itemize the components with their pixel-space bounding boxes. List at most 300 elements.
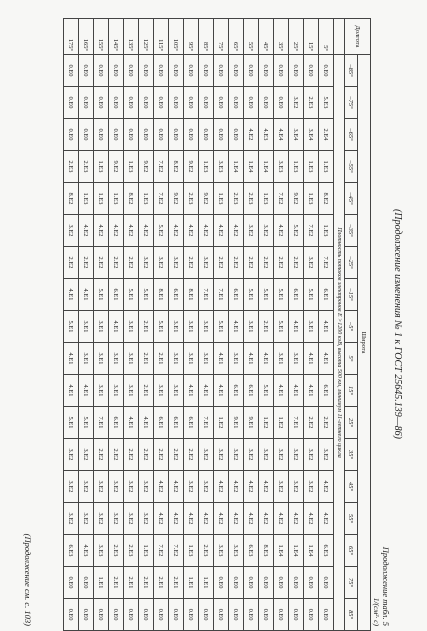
flux-value-cell: 4.E2 — [244, 503, 259, 535]
flux-value-cell: 3.E2 — [94, 471, 109, 503]
table-row — [184, 19, 199, 631]
flux-value-cell: 3.E2 — [184, 471, 199, 503]
flux-value-cell: 3.E2 — [109, 503, 124, 535]
flux-value-cell: 0.E0 — [229, 599, 244, 631]
latitude-column-header: 55° — [345, 503, 358, 535]
longitude-label: 75° — [214, 19, 229, 55]
flux-value-cell: 4.E2 — [319, 503, 334, 535]
flux-value-cell: 5.E1 — [274, 311, 289, 343]
flux-value-cell: 3.E2 — [289, 439, 304, 471]
flux-value-cell: 0.E0 — [259, 599, 274, 631]
flux-value-cell: 3.E2 — [154, 247, 169, 279]
flux-value-cell: 5.E1 — [259, 375, 274, 407]
longitude-label: 35° — [274, 19, 289, 55]
flux-value-cell: 3.E2 — [94, 503, 109, 535]
flux-value-cell: 2.E3 — [109, 535, 124, 567]
flux-value-cell: 1.E1 — [94, 567, 109, 599]
flux-value-cell: 4.E1 — [244, 343, 259, 375]
flux-value-cell: 2.E3 — [199, 535, 214, 567]
flux-value-cell: 0.E0 — [139, 55, 154, 87]
flux-value-cell: 1.E3 — [94, 183, 109, 215]
flux-value-cell: 2.E3 — [229, 183, 244, 215]
flux-value-cell: 0.E0 — [304, 55, 319, 87]
flux-value-cell: 0.E0 — [229, 55, 244, 87]
flux-value-cell: 4.E2 — [319, 471, 334, 503]
latitude-column-header: 5° — [345, 343, 358, 375]
flux-value-cell: 0.E0 — [229, 87, 244, 119]
flux-value-cell: 0.E0 — [64, 119, 79, 151]
flux-value-cell: 0.E0 — [319, 599, 334, 631]
flux-value-cell: 4.E1 — [199, 375, 214, 407]
flux-value-cell: 3.E2 — [304, 439, 319, 471]
longitude-label: 65° — [229, 19, 244, 55]
flux-value-cell: 3.E2 — [139, 247, 154, 279]
flux-value-cell: 4.E2 — [274, 215, 289, 247]
flux-value-cell: 3.E2 — [319, 439, 334, 471]
flux-value-cell: 3.E3 — [94, 535, 109, 567]
flux-value-cell: 0.E0 — [229, 567, 244, 599]
flux-value-cell: 3.E1 — [229, 343, 244, 375]
flux-value-cell: 6.E1 — [184, 407, 199, 439]
flux-value-cell: 9.E1 — [229, 407, 244, 439]
flux-value-cell: 2.E2 — [214, 247, 229, 279]
flux-value-cell: 4.E2 — [259, 503, 274, 535]
latitude-header-row — [345, 19, 358, 631]
flux-value-cell: 0.E0 — [79, 599, 94, 631]
flux-value-cell: 7.E2 — [274, 183, 289, 215]
flux-value-cell: 2.E1 — [139, 567, 154, 599]
flux-value-cell: 0.E0 — [79, 87, 94, 119]
flux-value-cell: 7.E2 — [304, 215, 319, 247]
flux-value-cell: 3.E2 — [64, 471, 79, 503]
flux-value-cell: 3.E2 — [64, 215, 79, 247]
flux-value-cell: 7.E2 — [154, 151, 169, 183]
longitude-label: 85° — [199, 19, 214, 55]
flux-value-cell: 3.E1 — [124, 343, 139, 375]
flux-value-cell: 6.E1 — [244, 375, 259, 407]
flux-value-cell: 2.E2 — [124, 247, 139, 279]
flux-value-cell: 3.E1 — [109, 343, 124, 375]
flux-value-cell: 1.E2 — [274, 407, 289, 439]
flux-value-cell: 3.E4 — [304, 119, 319, 151]
latitude-column-header: –75° — [345, 87, 358, 119]
flux-value-cell: 2.E2 — [319, 407, 334, 439]
flux-value-cell: 2.E2 — [304, 407, 319, 439]
table-row — [214, 19, 229, 631]
flux-value-cell: 0.E0 — [199, 119, 214, 151]
table-body — [64, 19, 345, 631]
flux-value-cell: 4.E2 — [169, 215, 184, 247]
latitude-group-header: Широта — [358, 55, 371, 631]
flux-value-cell: 0.E0 — [304, 567, 319, 599]
flux-value-cell: 3.E2 — [139, 503, 154, 535]
flux-value-cell: 0.E0 — [214, 55, 229, 87]
flux-value-cell: 3.E2 — [199, 247, 214, 279]
flux-value-cell: 2.E3 — [64, 151, 79, 183]
flux-value-cell: 5.E1 — [94, 279, 109, 311]
flux-value-cell: 5.E1 — [259, 279, 274, 311]
flux-value-cell: 3.E2 — [274, 471, 289, 503]
flux-value-cell: 0.E0 — [154, 599, 169, 631]
table-row — [139, 19, 154, 631]
flux-value-cell: 4.E1 — [139, 407, 154, 439]
flux-value-cell: 0.E0 — [169, 599, 184, 631]
table-row — [199, 19, 214, 631]
flux-value-cell: 0.E0 — [274, 599, 289, 631]
flux-value-cell: 4.E1 — [289, 311, 304, 343]
flux-value-cell: 2.E2 — [109, 439, 124, 471]
flux-value-cell: 0.E0 — [79, 567, 94, 599]
flux-value-cell: 4.E1 — [64, 375, 79, 407]
flux-value-cell: 2.E1 — [259, 311, 274, 343]
flux-value-cell: 5.E1 — [124, 279, 139, 311]
continuation-note: (Продолжение см. с. 103) — [23, 533, 33, 626]
flux-value-cell: 6.E1 — [289, 279, 304, 311]
flux-value-cell: 7.E1 — [289, 407, 304, 439]
flux-value-cell: 0.E0 — [244, 87, 259, 119]
flux-value-cell: 4.E2 — [154, 471, 169, 503]
flux-value-cell: 3.E1 — [184, 343, 199, 375]
flux-value-cell: 3.E2 — [199, 471, 214, 503]
flux-value-cell: 6.E1 — [109, 279, 124, 311]
table-row — [109, 19, 124, 631]
flux-value-cell: 2.E2 — [274, 247, 289, 279]
flux-value-cell: 6.E1 — [169, 279, 184, 311]
flux-value-cell: 2.E2 — [229, 247, 244, 279]
flux-value-cell: 1.E4 — [289, 535, 304, 567]
flux-value-cell: 1.E4 — [304, 535, 319, 567]
flux-value-cell: 0.E0 — [274, 567, 289, 599]
flux-value-cell: 9.E2 — [109, 151, 124, 183]
flux-value-cell: 0.E0 — [199, 599, 214, 631]
longitude-label: 165° — [79, 19, 94, 55]
flux-value-cell: 0.E0 — [184, 55, 199, 87]
flux-value-cell: 3.E3 — [274, 151, 289, 183]
flux-value-cell: 0.E0 — [184, 87, 199, 119]
flux-value-cell: 1.E3 — [139, 183, 154, 215]
flux-value-cell: 1.E3 — [259, 183, 274, 215]
flux-value-cell: 0.E0 — [124, 599, 139, 631]
flux-value-cell: 1.E3 — [214, 183, 229, 215]
flux-caption: Плотность потоков электронов E >1200 кэВ, высота 500 км, минимум 11-летнего цикла — [334, 55, 345, 631]
flux-value-cell: 3.E2 — [79, 503, 94, 535]
page-header — [372, 18, 405, 630]
flux-value-cell: 1.E3 — [304, 183, 319, 215]
latitude-column-header: 25° — [345, 407, 358, 439]
table-row — [274, 19, 289, 631]
table-row — [79, 19, 94, 631]
flux-value-cell: 9.E1 — [244, 407, 259, 439]
flux-value-cell: 2.E2 — [184, 247, 199, 279]
flux-value-cell: 2.E3 — [79, 151, 94, 183]
flux-value-cell: 3.E1 — [169, 343, 184, 375]
flux-value-cell: 3.E1 — [124, 311, 139, 343]
flux-value-cell: 3.E2 — [64, 503, 79, 535]
flux-value-cell: 7.E2 — [319, 247, 334, 279]
flux-value-cell: 4.E2 — [199, 215, 214, 247]
latitude-column-header: 65° — [345, 535, 358, 567]
latitude-column-header: –15° — [345, 279, 358, 311]
flux-value-cell: 3.E2 — [274, 439, 289, 471]
flux-value-cell: 3.E1 — [79, 343, 94, 375]
flux-value-cell: 8.E2 — [319, 183, 334, 215]
empty-cell — [334, 19, 345, 55]
flux-value-cell: 1.E2 — [214, 407, 229, 439]
flux-value-cell: 0.E0 — [139, 119, 154, 151]
latitude-column-header: 45° — [345, 471, 358, 503]
flux-value-cell: 0.E0 — [154, 119, 169, 151]
flux-value-cell: 0.E0 — [64, 567, 79, 599]
flux-value-cell: 0.E0 — [109, 119, 124, 151]
longitude-label: 135° — [124, 19, 139, 55]
flux-value-cell: 2.E2 — [64, 247, 79, 279]
flux-value-cell: 3.E1 — [199, 343, 214, 375]
longitude-label: 55° — [244, 19, 259, 55]
latitude-column-header: 15° — [345, 375, 358, 407]
flux-value-cell: 3.E3 — [214, 151, 229, 183]
flux-value-cell: 0.E0 — [124, 55, 139, 87]
table-row — [319, 19, 334, 631]
flux-value-cell: 6.E1 — [169, 407, 184, 439]
table-row — [304, 19, 319, 631]
flux-value-cell: 4.E1 — [124, 407, 139, 439]
flux-value-cell: 7.E1 — [214, 279, 229, 311]
flux-value-cell: 5.E1 — [214, 311, 229, 343]
flux-value-cell: 2.E2 — [244, 247, 259, 279]
table-row — [289, 19, 304, 631]
flux-value-cell: 3.E2 — [289, 471, 304, 503]
flux-value-cell: 4.E2 — [214, 471, 229, 503]
latitude-column-header: 85° — [345, 599, 358, 631]
flux-value-cell: 0.E0 — [64, 87, 79, 119]
longitude-label: 45° — [259, 19, 274, 55]
flux-value-cell: 2.E2 — [109, 247, 124, 279]
flux-value-cell: 4.E1 — [304, 375, 319, 407]
flux-value-cell: 5.E1 — [64, 407, 79, 439]
flux-value-cell: 3.E1 — [169, 311, 184, 343]
flux-value-cell: 3.E1 — [154, 375, 169, 407]
flux-value-cell: 0.E0 — [64, 55, 79, 87]
flux-value-cell: 2.E2 — [289, 247, 304, 279]
flux-value-cell: 2.E3 — [304, 87, 319, 119]
flux-value-cell: 0.E0 — [154, 55, 169, 87]
flux-value-cell: 0.E0 — [124, 87, 139, 119]
flux-value-cell: 0.E0 — [94, 87, 109, 119]
flux-value-cell: 0.E0 — [289, 567, 304, 599]
flux-value-cell: 0.E0 — [184, 119, 199, 151]
flux-value-cell: 0.E0 — [259, 87, 274, 119]
flux-value-cell: 4.E1 — [304, 343, 319, 375]
flux-value-cell: 4.E3 — [259, 119, 274, 151]
flux-value-cell: 5.E1 — [64, 311, 79, 343]
flux-value-cell: 2.E2 — [94, 247, 109, 279]
latitude-column-header: –45° — [345, 183, 358, 215]
flux-value-cell: 3.E2 — [199, 439, 214, 471]
latitude-column-header: –35° — [345, 215, 358, 247]
flux-value-cell: 2.E2 — [184, 439, 199, 471]
flux-value-cell: 4.E1 — [319, 343, 334, 375]
flux-value-cell: 0.E0 — [109, 55, 124, 87]
flux-value-cell: 0.E0 — [109, 599, 124, 631]
flux-value-cell: 0.E0 — [79, 119, 94, 151]
flux-value-cell: 2.E2 — [79, 247, 94, 279]
latitude-column-header: –55° — [345, 151, 358, 183]
flux-value-cell: 8.E2 — [124, 183, 139, 215]
flux-value-cell: 2.E2 — [124, 439, 139, 471]
flux-value-cell: 4.E2 — [184, 503, 199, 535]
flux-value-cell: 3.E2 — [259, 439, 274, 471]
latitude-column-header: –65° — [345, 119, 358, 151]
longitude-label: 115° — [154, 19, 169, 55]
flux-value-cell: 0.E0 — [319, 567, 334, 599]
flux-value-cell: 2.E3 — [124, 535, 139, 567]
table-row — [244, 19, 259, 631]
flux-value-cell: 1.E4 — [274, 535, 289, 567]
latitude-column-header: –5° — [345, 311, 358, 343]
flux-value-cell: 2.E2 — [169, 439, 184, 471]
flux-value-cell: 0.E0 — [154, 87, 169, 119]
latitude-column-header: –25° — [345, 247, 358, 279]
flux-value-cell: 3.E2 — [64, 439, 79, 471]
flux-value-cell: 2.E3 — [184, 183, 199, 215]
flux-value-cell: 5.E1 — [244, 279, 259, 311]
table-row — [64, 19, 79, 631]
flux-value-cell: 4.E2 — [289, 503, 304, 535]
longitude-label: 25° — [289, 19, 304, 55]
flux-value-cell: 7.E1 — [199, 279, 214, 311]
flux-value-cell: 3.E1 — [109, 375, 124, 407]
flux-value-cell: 0.E0 — [94, 119, 109, 151]
flux-value-cell: 0.E0 — [169, 55, 184, 87]
flux-value-cell: 3.E2 — [79, 439, 94, 471]
longitude-label: 5° — [319, 19, 334, 55]
flux-value-cell: 2.E3 — [244, 183, 259, 215]
flux-value-cell: 4.E2 — [244, 119, 259, 151]
flux-value-cell: 3.E1 — [79, 311, 94, 343]
flux-value-cell: 4.E2 — [214, 215, 229, 247]
flux-value-cell: 0.E0 — [199, 87, 214, 119]
flux-value-cell: 4.E2 — [184, 215, 199, 247]
flux-value-cell: 2.E1 — [169, 567, 184, 599]
unit-label: 1/(см²· с) — [372, 597, 381, 626]
flux-value-cell: 8.E2 — [169, 151, 184, 183]
flux-value-cell: 3.E1 — [94, 343, 109, 375]
flux-value-cell: 3.E2 — [244, 439, 259, 471]
flux-value-cell: 0.E0 — [199, 55, 214, 87]
flux-value-cell: 3.E2 — [214, 439, 229, 471]
flux-value-cell: 4.E2 — [274, 503, 289, 535]
flux-value-cell: 3.E1 — [244, 311, 259, 343]
flux-value-cell: 3.E2 — [169, 247, 184, 279]
longitude-label: 105° — [169, 19, 184, 55]
flux-value-cell: 0.E0 — [124, 119, 139, 151]
flux-value-cell: 4.E2 — [304, 503, 319, 535]
flux-value-cell: 1.E3 — [199, 151, 214, 183]
flux-value-cell: 4.E1 — [79, 279, 94, 311]
flux-value-cell: 1.E3 — [94, 151, 109, 183]
flux-value-cell: 0.E0 — [214, 119, 229, 151]
flux-value-cell: 3.E1 — [124, 375, 139, 407]
flux-value-cell: 5.E1 — [154, 311, 169, 343]
flux-value-cell: 7.E2 — [154, 183, 169, 215]
flux-value-cell: 5.E2 — [289, 215, 304, 247]
flux-value-cell: 4.E1 — [214, 375, 229, 407]
flux-value-cell: 1.E4 — [244, 151, 259, 183]
flux-value-cell: 2.E2 — [259, 247, 274, 279]
flux-value-cell: 4.E2 — [244, 471, 259, 503]
flux-value-cell: 5.E1 — [139, 279, 154, 311]
flux-caption-row — [334, 19, 345, 631]
flux-value-cell: 4.E1 — [64, 343, 79, 375]
longitude-label: 95° — [184, 19, 199, 55]
flux-value-cell: 4.E1 — [229, 311, 244, 343]
flux-value-cell: 1.E3 — [139, 535, 154, 567]
flux-value-cell: 4.E4 — [274, 119, 289, 151]
flux-value-cell: 6.E1 — [319, 375, 334, 407]
flux-value-cell: 9.E2 — [184, 151, 199, 183]
flux-value-cell: 2.E1 — [109, 567, 124, 599]
flux-value-cell: 9.E2 — [289, 183, 304, 215]
flux-value-cell: 3.E4 — [289, 119, 304, 151]
flux-value-cell: 3.E2 — [139, 471, 154, 503]
flux-value-cell: 3.E1 — [274, 343, 289, 375]
flux-value-cell: 0.E0 — [289, 55, 304, 87]
flux-value-cell: 8.E2 — [64, 183, 79, 215]
flux-value-cell: 6.E3 — [319, 535, 334, 567]
flux-value-cell: 2.E2 — [154, 439, 169, 471]
flux-value-cell: 9.E2 — [199, 183, 214, 215]
flux-value-cell: 2.E1 — [154, 343, 169, 375]
flux-value-cell: 7.E1 — [94, 407, 109, 439]
flux-value-cell: 0.E0 — [319, 55, 334, 87]
flux-value-cell: 4.E3 — [79, 535, 94, 567]
flux-value-cell: 1.E4 — [259, 151, 274, 183]
flux-value-cell: 3.E1 — [199, 311, 214, 343]
flux-value-cell: 5.E3 — [319, 87, 334, 119]
table-row — [154, 19, 169, 631]
flux-value-cell: 0.E0 — [214, 567, 229, 599]
flux-value-cell: 9.E2 — [169, 183, 184, 215]
flux-value-cell: 4.E2 — [229, 215, 244, 247]
flux-value-cell: 4.E2 — [169, 503, 184, 535]
flux-value-cell: 0.E0 — [64, 599, 79, 631]
table-row — [94, 19, 109, 631]
flux-value-cell: 1.E3 — [109, 183, 124, 215]
longitude-header: Долгота — [345, 19, 371, 55]
flux-value-cell: 4.E1 — [79, 375, 94, 407]
table-row — [169, 19, 184, 631]
flux-value-cell: 0.E0 — [259, 55, 274, 87]
flux-value-cell: 3.E1 — [94, 375, 109, 407]
flux-value-cell: 6.E1 — [229, 279, 244, 311]
flux-value-cell: 9.E2 — [139, 151, 154, 183]
longitude-label: 145° — [109, 19, 124, 55]
flux-value-cell: 3.E1 — [169, 375, 184, 407]
rotated-page — [5, 18, 405, 630]
table-row — [229, 19, 244, 631]
flux-value-cell: 4.E1 — [259, 343, 274, 375]
flux-value-cell: 3.E2 — [124, 471, 139, 503]
flux-value-cell: 2.E1 — [139, 375, 154, 407]
flux-value-cell: 0.E0 — [244, 599, 259, 631]
flux-value-cell: 3.E2 — [304, 471, 319, 503]
flux-value-cell: 5.E1 — [79, 407, 94, 439]
flux-value-cell: 4.E2 — [124, 215, 139, 247]
flux-value-cell: 2.E2 — [139, 439, 154, 471]
flux-value-cell: 6.E1 — [109, 407, 124, 439]
flux-value-cell: 3.E2 — [79, 471, 94, 503]
flux-value-cell: 4.E2 — [154, 503, 169, 535]
